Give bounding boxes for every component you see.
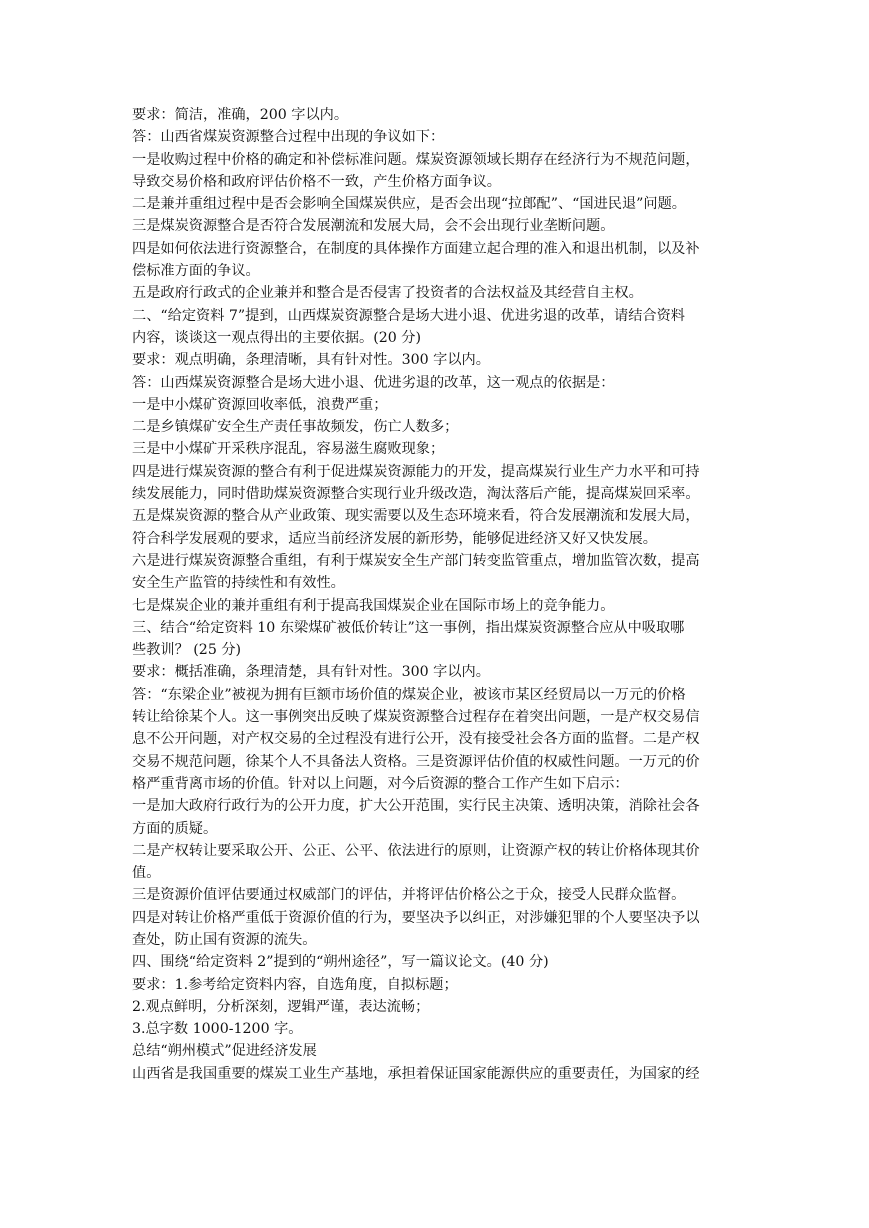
text-line: 五是煤炭资源的整合从产业政策、现实需要以及生态环境来看，符合发展潮流和发展大局， <box>132 508 700 525</box>
text-line: 些教训？ (25 分) <box>132 642 242 659</box>
text-line: 二是兼并重组过程中是否会影响全国煤炭供应，是否会出现“拉郎配”、“国进民退”问题。 <box>132 196 686 213</box>
text-line: 三、结合“给定资料 10 东梁煤矿被低价转让”这一事例，指出煤炭资源整合应从中吸取哪 <box>132 619 685 636</box>
text-line: 答：“东梁企业”被视为拥有巨额市场价值的煤炭企业，被该市某区经贸局以一万元的价格 <box>132 686 686 703</box>
text-line: 一是加大政府行政行为的公开力度，扩大公开范围，实行民主决策、透明决策，消除社会各 <box>132 798 700 815</box>
text-line: 总结“朔州模式”促进经济发展 <box>132 1043 317 1060</box>
text-line: 安全生产监管的持续性和有效性。 <box>132 575 345 592</box>
text-line: 三是煤炭资源整合是否符合发展潮流和发展大局，会不会出现行业垄断问题。 <box>132 218 615 235</box>
text-line: 五是政府行政式的企业兼并和整合是否侵害了投资者的合法权益及其经营自主权。 <box>132 285 643 302</box>
text-line: 二是产权转让要采取公开、公正、公平、依法进行的原则，让资源产权的转让价格体现其价 <box>132 842 700 859</box>
text-line: 格严重背离市场的价值。针对以上问题，对今后资源的整合工作产生如下启示： <box>132 775 629 792</box>
text-line: 2.观点鲜明，分析深刻，逻辑严谨，表达流畅； <box>132 998 430 1015</box>
text-line: 交易不规范问题，徐某个人不具备法人资格。三是资源评估价值的权威性问题。一万元的价 <box>132 753 700 770</box>
text-line: 偿标准方面的争议。 <box>132 263 260 280</box>
text-line: 要求：观点明确，条理清晰，具有针对性。300 字以内。 <box>132 352 490 369</box>
text-line: 三是资源价值评估要通过权威部门的评估，并将评估价格公之于众，接受人民群众监督。 <box>132 887 686 904</box>
text-line: 四是对转让价格严重低于资源价值的行为，要坚决予以纠正，对涉嫌犯罪的个人要坚决予以 <box>132 909 700 926</box>
text-line: 符合科学发展观的要求，适应当前经济发展的新形势，能够促进经济又好又快发展。 <box>132 530 657 547</box>
text-line: 山西省是我国重要的煤炭工业生产基地，承担着保证国家能源供应的重要责任，为国家的经 <box>132 1065 700 1082</box>
text-line: 二是乡镇煤矿安全生产责任事故频发，伤亡人数多； <box>132 419 459 436</box>
text-line: 答：山西省煤炭资源整合过程中出现的争议如下： <box>132 129 445 146</box>
text-line: 息不公开问题，对产权交易的全过程没有进行公开，没有接受社会各方面的监督。二是产权 <box>132 731 700 748</box>
text-line: 三是中小煤矿开采秩序混乱，容易滋生腐败现象； <box>132 441 445 458</box>
text-line: 四是如何依法进行资源整合，在制度的具体操作方面建立起合理的准入和退出机制，以及补 <box>132 240 700 257</box>
text-line: 答：山西煤炭资源整合是场大进小退、优进劣退的改革，这一观点的依据是： <box>132 374 615 391</box>
text-line: 方面的质疑。 <box>132 820 218 837</box>
text-line: 要求：概括准确，条理清楚，具有针对性。300 字以内。 <box>132 664 490 681</box>
text-line: 导致交易价格和政府评估价格不一致，产生价格方面争议。 <box>132 173 501 190</box>
text-line: 一是收购过程中价格的确定和补偿标准问题。煤炭资源领域长期存在经济行为不规范问题， <box>132 151 700 168</box>
text-line: 六是进行煤炭资源整合重组，有利于煤炭安全生产部门转变监管重点，增加监管次数，提高 <box>132 552 700 569</box>
document-body <box>132 104 742 1085</box>
text-line: 一是中小煤矿资源回收率低，浪费严重； <box>132 396 388 413</box>
text-line: 值。 <box>132 865 161 882</box>
text-line: 内容，谈谈这一观点得出的主要依据。(20 分) <box>132 329 422 346</box>
text-line: 七是煤炭企业的兼并重组有利于提高我国煤炭企业在国际市场上的竞争能力。 <box>132 597 615 614</box>
text-line: 四是进行煤炭资源的整合有利于促进煤炭资源能力的开发，提高煤炭行业生产力水平和可持 <box>132 463 700 480</box>
text-line: 要求：简洁，准确，200 字以内。 <box>132 107 349 123</box>
text-line: 四、围绕“给定资料 2”提到的“朔州途径”，写一篇议论文。(40 分) <box>132 954 549 971</box>
text-line: 二、“给定资料 7”提到，山西煤炭资源整合是场大进小退、优进劣退的改革，请结合资料 <box>132 307 685 324</box>
text-line: 续发展能力，同时借助煤炭资源整合实现行业升级改造，淘汰落后产能，提高煤炭回采率。 <box>132 486 700 503</box>
text-line: 要求：1.参考给定资料内容，自选角度，自拟标题； <box>132 976 458 993</box>
text-line: 3.总字数 1000-1200 字。 <box>132 1021 303 1038</box>
text-line: 查处，防止国有资源的流失。 <box>132 931 317 948</box>
text-line: 转让给徐某个人。这一事例突出反映了煤炭资源整合过程存在着突出问题，一是产权交易信 <box>132 709 700 726</box>
